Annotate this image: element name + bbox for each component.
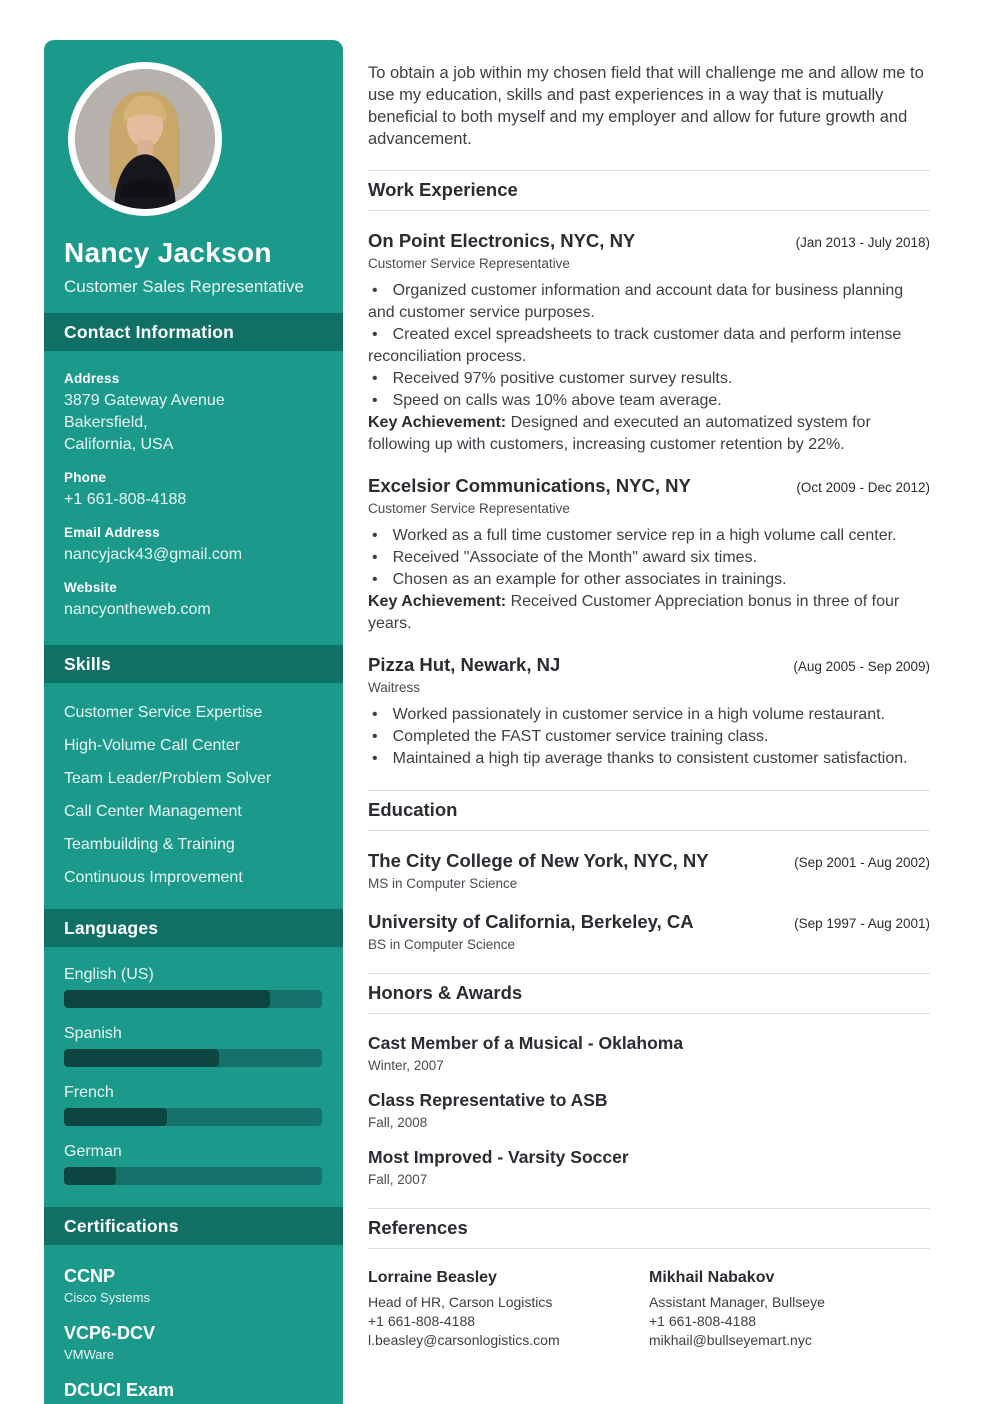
honors-title: Honors & Awards (368, 982, 523, 1003)
skills-section (44, 703, 343, 887)
education-header (368, 790, 930, 831)
reference-name: Lorraine Beasley (368, 1269, 497, 1286)
phone-label: Phone (64, 470, 107, 485)
candidate-job-title: Customer Sales Representative (64, 277, 305, 296)
certification-item (64, 1265, 322, 1306)
email-label: Email Address (64, 525, 160, 540)
certification-issuer: VMWare (64, 1347, 115, 1362)
website-label: Website (64, 580, 117, 595)
job-bullet: • Created excel spreadsheets to track customer data and perform intense reconciliation process. (368, 324, 930, 368)
education-entry (368, 849, 930, 892)
job-bullet: • Completed the FAST customer service training class. (368, 726, 930, 748)
language-bar-fill (64, 1167, 116, 1185)
address-label: Address (64, 371, 120, 386)
school-degree: MS in Computer Science (368, 876, 518, 891)
email-value[interactable]: nancyjack43@gmail.com (64, 546, 243, 563)
languages-section-header (44, 909, 343, 947)
resume-main-column (368, 0, 930, 1350)
honors-header (368, 973, 930, 1014)
certification-issuer: Cisco Systems (64, 1290, 150, 1305)
certifications-section (44, 1265, 343, 1401)
job-role: Customer Service Representative (368, 256, 570, 271)
reference-phone: +1 661-808-4188 (649, 1313, 757, 1329)
job-bullet: • Received "Associate of the Month" award six times. (368, 547, 930, 569)
certification-name: DCUCI Exam (64, 1380, 175, 1400)
job-company: Excelsior Communications, NYC, NY (368, 475, 691, 496)
job-role: Customer Service Representative (368, 501, 570, 516)
person-portrait-icon (75, 69, 215, 209)
language-bar-track (64, 1049, 322, 1067)
address-value (64, 390, 322, 456)
certification-name: VCP6-DCV (64, 1323, 156, 1343)
school-dates: (Sep 1997 - Aug 2001) (794, 916, 930, 931)
honor-entry (368, 1089, 930, 1131)
honor-date: Fall, 2008 (368, 1115, 428, 1130)
address-line: California, USA (64, 436, 174, 453)
job-dates: (Oct 2009 - Dec 2012) (796, 480, 930, 495)
reference-phone: +1 661-808-4188 (368, 1313, 476, 1329)
job-bullet-list (368, 704, 930, 770)
key-achievement-text: Designed and executed an automatized system for following up with customers, increasing customer retention by 22%. (368, 414, 871, 453)
skills-section-title: Skills (64, 653, 111, 674)
references-list (368, 1267, 930, 1350)
candidate-name: Nancy Jackson (64, 237, 272, 268)
certifications-section-title: Certifications (64, 1215, 179, 1236)
address-line: 3879 Gateway Avenue (64, 392, 225, 409)
language-name: German (64, 1143, 122, 1160)
profile-photo (75, 69, 215, 209)
education-entry (368, 910, 930, 953)
references-header (368, 1208, 930, 1249)
sidebar (44, 40, 343, 1404)
job-bullet-list (368, 525, 930, 635)
job-bullet: • Maintained a high tip average thanks to consistent customer satisfaction. (368, 748, 930, 770)
reference-role: Assistant Manager, Bullseye (649, 1294, 825, 1310)
language-bar-fill (64, 1049, 219, 1067)
reference-card (368, 1267, 649, 1350)
language-name: English (US) (64, 966, 154, 983)
honor-date: Fall, 2007 (368, 1172, 428, 1187)
certification-name: CCNP (64, 1266, 116, 1286)
job-company: On Point Electronics, NYC, NY (368, 230, 636, 251)
certifications-section-header (44, 1207, 343, 1245)
language-item (64, 965, 322, 1008)
skills-section-header (44, 645, 343, 683)
contact-section (44, 371, 343, 621)
work-experience-title: Work Experience (368, 179, 518, 200)
job-entry (368, 229, 930, 456)
honor-name: Class Representative to ASB (368, 1090, 608, 1110)
job-role: Waitress (368, 680, 421, 695)
reference-email[interactable]: l.beasley@carsonlogistics.com (368, 1332, 560, 1348)
languages-section (44, 965, 343, 1185)
job-company: Pizza Hut, Newark, NJ (368, 654, 561, 675)
job-bullet: • Worked as a full time customer service rep in a high volume call center. (368, 525, 930, 547)
school-name: University of California, Berkeley, CA (368, 911, 694, 932)
honor-name: Most Improved - Varsity Soccer (368, 1147, 629, 1167)
certification-item (64, 1322, 322, 1363)
skill-item: Continuous Improvement (64, 869, 243, 886)
certification-item (64, 1379, 322, 1401)
contact-section-title: Contact Information (64, 321, 235, 342)
language-item (64, 1142, 322, 1185)
skill-item: Teambuilding & Training (64, 836, 235, 853)
profile-photo-ring (68, 62, 222, 216)
contact-section-header (44, 313, 343, 351)
language-bar-track (64, 1167, 322, 1185)
objective-text: To obtain a job within my chosen field that will challenge me and allow me to use my education, skills and past experiences in a way that is mutually beneficial to both myself and my employer and allow for future growth and advancement. (368, 64, 924, 148)
job-header (368, 474, 930, 498)
skill-item: High-Volume Call Center (64, 737, 241, 754)
job-key-achievement (368, 412, 930, 456)
language-bar-fill (64, 1108, 167, 1126)
language-bar-fill (64, 990, 270, 1008)
job-bullet: • Received 97% positive customer survey results. (368, 368, 930, 390)
job-bullet: • Organized customer information and account data for business planning and customer service purposes. (368, 280, 930, 324)
key-achievement-text: Received Customer Appreciation bonus in three of four years. (368, 593, 900, 632)
language-name: French (64, 1084, 114, 1101)
honor-entry (368, 1032, 930, 1074)
job-dates: (Jan 2013 - July 2018) (795, 235, 930, 250)
skill-item: Call Center Management (64, 803, 242, 820)
language-item (64, 1024, 322, 1067)
language-item (64, 1083, 322, 1126)
honor-date: Winter, 2007 (368, 1058, 444, 1073)
school-degree: BS in Computer Science (368, 937, 516, 952)
language-bar-track (64, 1108, 322, 1126)
job-header (368, 653, 930, 677)
honor-name: Cast Member of a Musical - Oklahoma (368, 1033, 684, 1053)
work-experience-header (368, 170, 930, 211)
references-title: References (368, 1217, 468, 1238)
school-name: The City College of New York, NYC, NY (368, 850, 709, 871)
job-bullet: • Speed on calls was 10% above team average. (368, 390, 930, 412)
reference-role: Head of HR, Carson Logistics (368, 1294, 553, 1310)
job-key-achievement (368, 591, 930, 635)
key-achievement-label: Key Achievement: (368, 414, 507, 431)
language-name: Spanish (64, 1025, 122, 1042)
job-bullet-list (368, 280, 930, 456)
skill-item: Customer Service Expertise (64, 704, 263, 721)
languages-section-title: Languages (64, 917, 159, 938)
honor-entry (368, 1146, 930, 1188)
school-dates: (Sep 2001 - Aug 2002) (794, 855, 930, 870)
reference-card (649, 1267, 930, 1350)
reference-email[interactable]: mikhail@bullseyemart.nyc (649, 1332, 812, 1348)
skill-item: Team Leader/Problem Solver (64, 770, 272, 787)
job-bullet: • Worked passionately in customer service in a high volume restaurant. (368, 704, 930, 726)
education-title: Education (368, 799, 458, 820)
reference-name: Mikhail Nabakov (649, 1269, 775, 1286)
address-line: Bakersfield, (64, 414, 148, 431)
education-entry-header (368, 849, 930, 873)
job-bullet: • Chosen as an example for other associates in trainings. (368, 569, 930, 591)
education-entry-header (368, 910, 930, 934)
website-value[interactable]: nancyontheweb.com (64, 601, 211, 618)
job-entry (368, 653, 930, 770)
job-header (368, 229, 930, 253)
key-achievement-label: Key Achievement: (368, 593, 507, 610)
job-entry (368, 474, 930, 635)
phone-value: +1 661-808-4188 (64, 491, 187, 508)
job-dates: (Aug 2005 - Sep 2009) (793, 659, 930, 674)
language-bar-track (64, 990, 322, 1008)
